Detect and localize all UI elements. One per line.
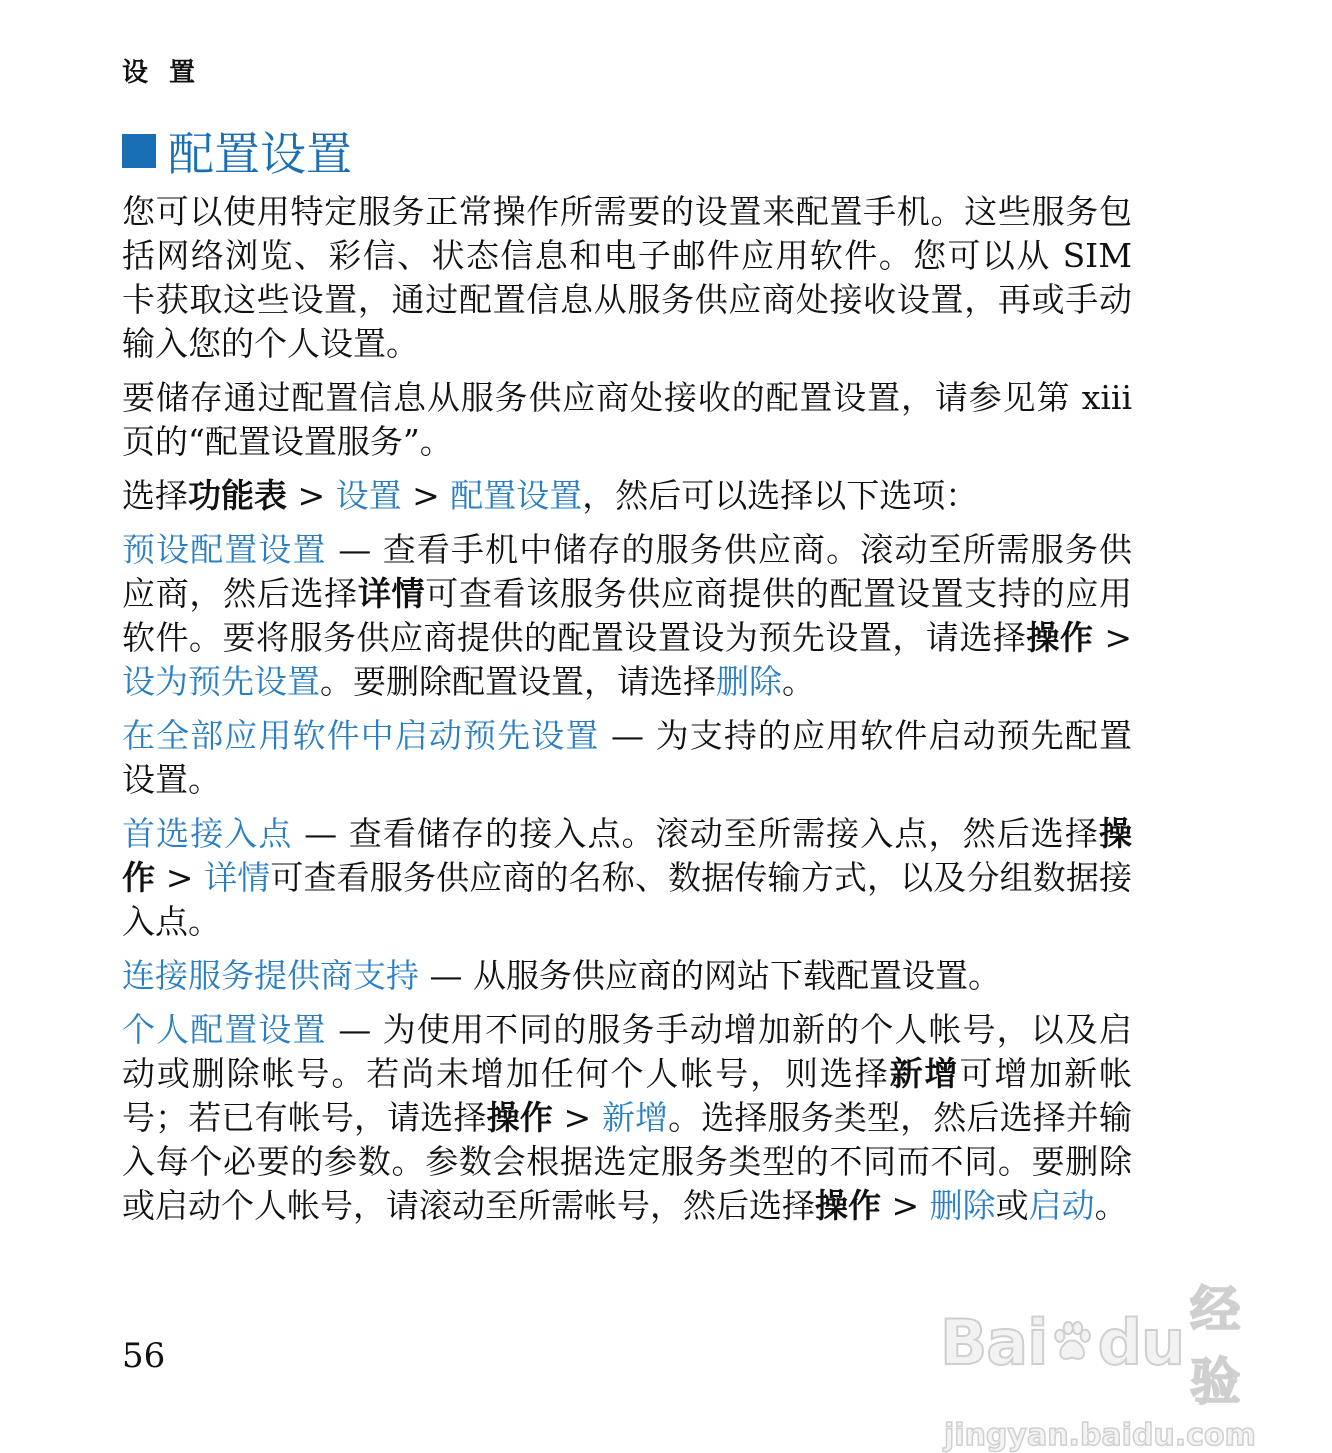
text-segment: — 为支持的应用软件启动预先配置设置。 bbox=[122, 716, 1133, 799]
section-title-text: 配置设置 bbox=[168, 127, 352, 181]
link-activate-default-all-apps[interactable]: 在全部应用软件中启动预先设置 bbox=[122, 716, 600, 755]
text-segment: 或 bbox=[995, 1186, 1029, 1225]
paragraph-menu-path bbox=[122, 474, 1132, 518]
section-title bbox=[122, 118, 352, 184]
link-config-settings[interactable]: 配置设置 bbox=[450, 476, 583, 515]
link-personal-config[interactable]: 个人配置设置 bbox=[122, 1010, 327, 1049]
paw-icon bbox=[1049, 1313, 1095, 1371]
link-provider-support[interactable]: 连接服务提供商支持 bbox=[122, 956, 419, 995]
option-add-new: 新增 bbox=[889, 1054, 960, 1093]
text-segment: 可增加新帐号；若已有帐号，请选择 bbox=[122, 1054, 1133, 1137]
link-default-config[interactable]: 预设配置设置 bbox=[122, 530, 327, 569]
page-number: 56 bbox=[122, 1336, 166, 1376]
link-activate[interactable]: 启动 bbox=[1028, 1186, 1095, 1225]
text-segment: 。 bbox=[1094, 1186, 1128, 1225]
option-operations: 操作 bbox=[1026, 618, 1094, 657]
menu-path-tail: ，然后可以选择以下选项： bbox=[582, 476, 979, 515]
paragraph-personal-config bbox=[122, 1008, 1132, 1228]
text-segment: 可查看该服务供应商提供的配置设置支持的应用软件。要将服务供应商提供的配置设置设为预先设置，请选择 bbox=[122, 574, 1133, 657]
text-segment: 。要删除配置设置，请选择 bbox=[320, 662, 716, 701]
paragraph-intro: 您可以使用特定服务正常操作所需要的设置来配置手机。这些服务包括网络浏览、彩信、状态信息和电子邮件应用软件。您可以从 SIM 卡获取这些设置，通过配置信息从服务供应商处接收设置，再或手动输入您的个人设置。 bbox=[122, 192, 1132, 363]
text-segment: — 从服务供应商的网站下载配置设置。 bbox=[419, 956, 1001, 995]
menu-separator: > bbox=[1093, 618, 1133, 657]
menu-separator: > bbox=[401, 476, 451, 515]
link-add-new[interactable]: 新增 bbox=[601, 1098, 669, 1137]
link-preferred-access-point[interactable]: 首选接入点 bbox=[122, 814, 293, 853]
option-details: 详情 bbox=[357, 574, 426, 613]
watermark-url: jingyan.baidu.com bbox=[944, 1418, 1256, 1453]
paragraph-provider-support bbox=[122, 954, 1132, 998]
link-delete[interactable]: 删除 bbox=[929, 1186, 996, 1225]
paragraph-preferred-access-point bbox=[122, 812, 1132, 944]
text-segment: 。选择服务类型，然后选择并输入每个必要的参数。参数会根据选定服务类型的不同而不同。要删除或启动个人帐号，请滚动至所需帐号，然后选择 bbox=[122, 1098, 1133, 1225]
paragraph-activate-default bbox=[122, 714, 1132, 802]
text-segment: — 查看手机中储存的服务供应商。滚动至所需服务供应商，然后选择 bbox=[122, 530, 1132, 613]
text-segment: 可查看服务供应商的名称、数据传输方式，以及分组数据接入点。 bbox=[122, 858, 1133, 941]
watermark-brand-left: Bai bbox=[940, 1305, 1048, 1379]
body-text bbox=[122, 190, 1132, 1238]
link-settings[interactable]: 设置 bbox=[335, 476, 402, 515]
running-header: 设 置 bbox=[122, 58, 202, 88]
text-segment: 。 bbox=[782, 662, 815, 701]
menu-separator: > bbox=[287, 476, 336, 515]
link-set-as-default[interactable]: 设为预先设置 bbox=[122, 662, 320, 701]
menu-path-lead: 选择 bbox=[122, 476, 188, 515]
paragraph-default-config bbox=[122, 528, 1132, 704]
text-segment: — 查看储存的接入点。滚动至所需接入点，然后选择 bbox=[292, 814, 1100, 853]
option-operations: 操作 bbox=[815, 1186, 881, 1225]
link-details[interactable]: 详情 bbox=[204, 858, 271, 897]
option-operations: 操作 bbox=[486, 1098, 553, 1137]
watermark-brand-right: du bbox=[1097, 1305, 1185, 1379]
option-operations: 操作 bbox=[122, 814, 1133, 897]
paragraph-storage: 要储存通过配置信息从服务供应商处接收的配置设置，请参见第 xiii 页的“配置设置服务”。 bbox=[122, 378, 1132, 461]
menu-separator: > bbox=[881, 1186, 930, 1225]
menu-item-functions: 功能表 bbox=[188, 476, 287, 515]
link-delete[interactable]: 删除 bbox=[716, 662, 782, 701]
watermark-label: 经验 bbox=[1190, 1281, 1241, 1411]
text-segment: — 为使用不同的服务手动增加新的个人帐号，以及启动或删除帐号。若尚未增加任何个人帐号，则选择 bbox=[122, 1010, 1132, 1093]
menu-separator: > bbox=[552, 1098, 602, 1137]
watermark-logo-row bbox=[940, 1270, 1270, 1414]
square-bullet-icon bbox=[122, 134, 156, 168]
menu-separator: > bbox=[155, 858, 205, 897]
baidu-jingyan-watermark bbox=[940, 1270, 1270, 1453]
